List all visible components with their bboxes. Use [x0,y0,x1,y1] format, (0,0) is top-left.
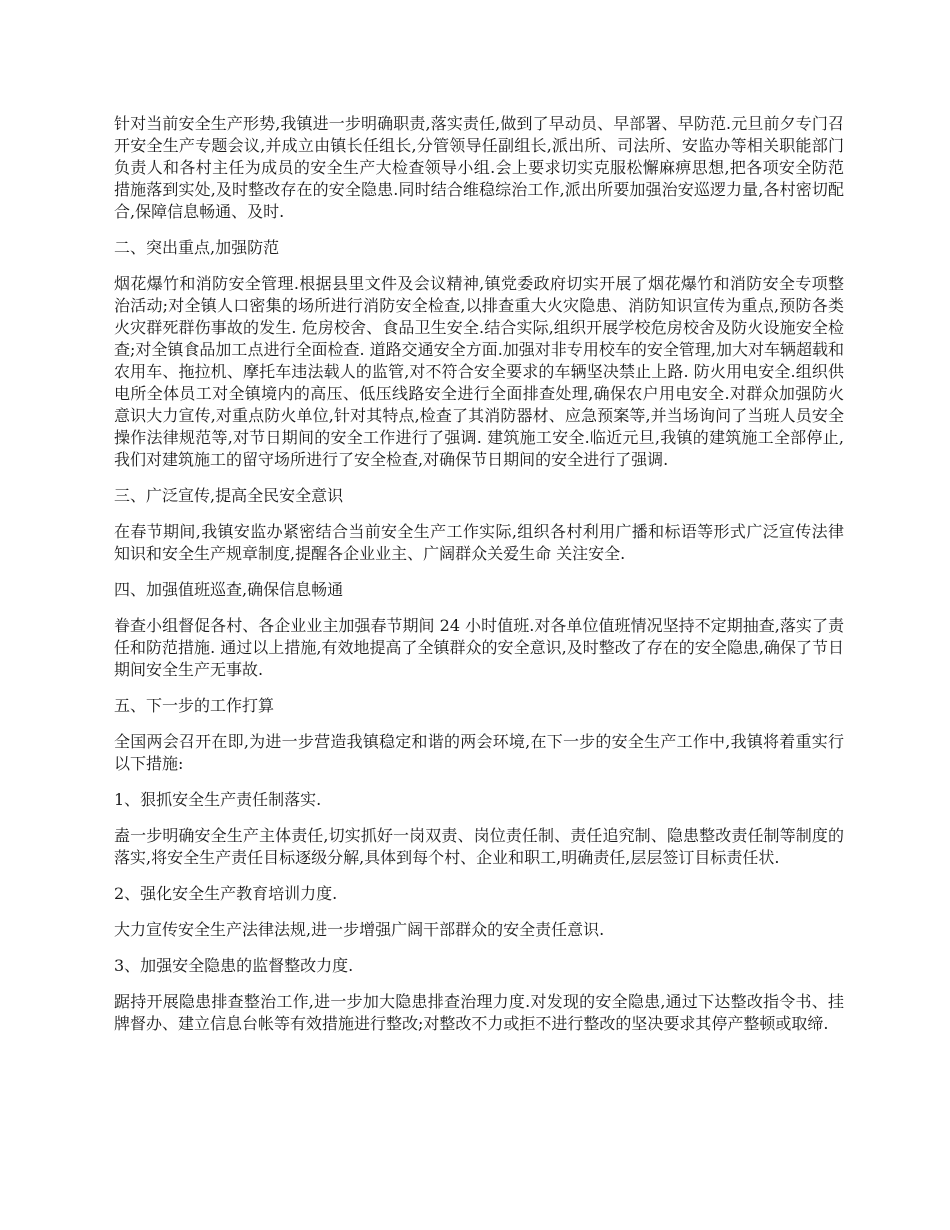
paragraph-responsibility: 盍一步明确安全生产主体责任,切实抓好一岗双责、岗位责任制、责任追究制、隐患整改责任制等制度的落实,将安全生产责任目标逐级分解,具体到每个村、企业和职工,明确责任,层层签订目标责任状. [114,826,844,867]
paragraph-training: 大力宣传安全生产法律法规,进一步增强广阔干部群众的安全责任意识. [114,920,605,939]
subheading-2: 2、强化安全生产教育培训力度. [114,884,338,903]
paragraph-next-steps: 全国两会召开在即,为进一步营造我镇稳定和谐的两会环境,在下一步的安全生产工作中,我镇将着重实行以下措施: [114,732,844,773]
paragraph-duty: 眷查小组督促各村、各企业业主加强春节期间 24 小时值班.对各单位值班情况坚持不定期抽查,落实了责任和防范措施. 通过以上措施,有效地提高了全镇群众的安全意识,及时整改了存在的安全隐患,确保了节日期间安全生产无事故. [114,616,844,679]
paragraph-intro: 针对当前安全生产形势,我镇进一步明确职责,落实责任,做到了早动员、早部署、早防范.元旦前夕专门召开安全生产专题会议,并成立由镇长任组长,分管领导任副组长,派出所、司法所、安监办等相关职能部门负责人和各村主任为成员的安全生产大检查领导小组.会上要求切实克服松懈麻痹思想,把各项安全防范措施落到实处,及时整改存在的安全隐患.同时结合维稳综治工作,派出所要加强治安巡逻力量,各村密切配合,保障信息畅通、及时. [114,114,844,221]
section-heading-4: 四、加强值班巡查,确保信息畅通 [114,580,344,599]
paragraph-publicity: 在春节期间,我镇安监办紧密结合当前安全生产工作实际,组织各村利用广播和标语等形式广泛宣传法律知识和安全生产规章制度,提醒各企业业主、广阔群众关爱生命 关注安全. [114,522,844,563]
section-heading-2: 二、突出重点,加强防范 [114,238,280,257]
subheading-1: 1、狠抓安全生产责任制落实. [114,790,322,809]
paragraph-rectification: 踞持开展隐患排查整治工作,进一步加大隐患排查治理力度.对发现的安全隐患,通过下达整改指令书、挂牌督办、建立信息台帐等有效措施进行整改;对整改不力或拒不进行整改的坚决要求其停产整顿或取缔. [114,992,844,1033]
subheading-3: 3、加强安全隐患的监督整改力度. [114,956,354,975]
section-heading-3: 三、广泛宣传,提高全民安全意识 [114,486,344,505]
document-page [114,113,844,1049]
paragraph-prevention: 烟花爆竹和消防安全管理.根据县里文件及会议精神,镇党委政府切实开展了烟花爆竹和消防安全专项整治活动;对全镇人口密集的场所进行消防安全检查,以排查重大火灾隐患、消防知识宣传为重点,预防各类火灾群死群伤事故的发生. 危房校舍、食品卫生安全.结合实际,组织开展学校危房校舍及防火设施安全检查;对全镇食品加工点进行全面检查. 道路交通安全方面.加强对非专用校车的安全管理,加大对车辆超载和农用车、拖拉机、摩托车违法载人的监管,对不符合安全要求的车辆坚决禁止上路. 防火用电安全.组织供电所全体员工对全镇境内的高压、低压线路安全进行全面排查处理,确保农户用电安全.对群众加强防火意识大力宣传,对重点防火单位,针对其特点,检查了其消防器材、应急预案等,并当场询问了当班人员安全操作法律规范等,对节日期间的安全工作进行了强调. 建筑施工安全.临近元旦,我镇的建筑施工全部停止,我们对建筑施工的留守场所进行了安全检查,对确保节日期间的安全进行了强调. [114,274,844,469]
section-heading-5: 五、下一步的工作打算 [114,696,275,715]
